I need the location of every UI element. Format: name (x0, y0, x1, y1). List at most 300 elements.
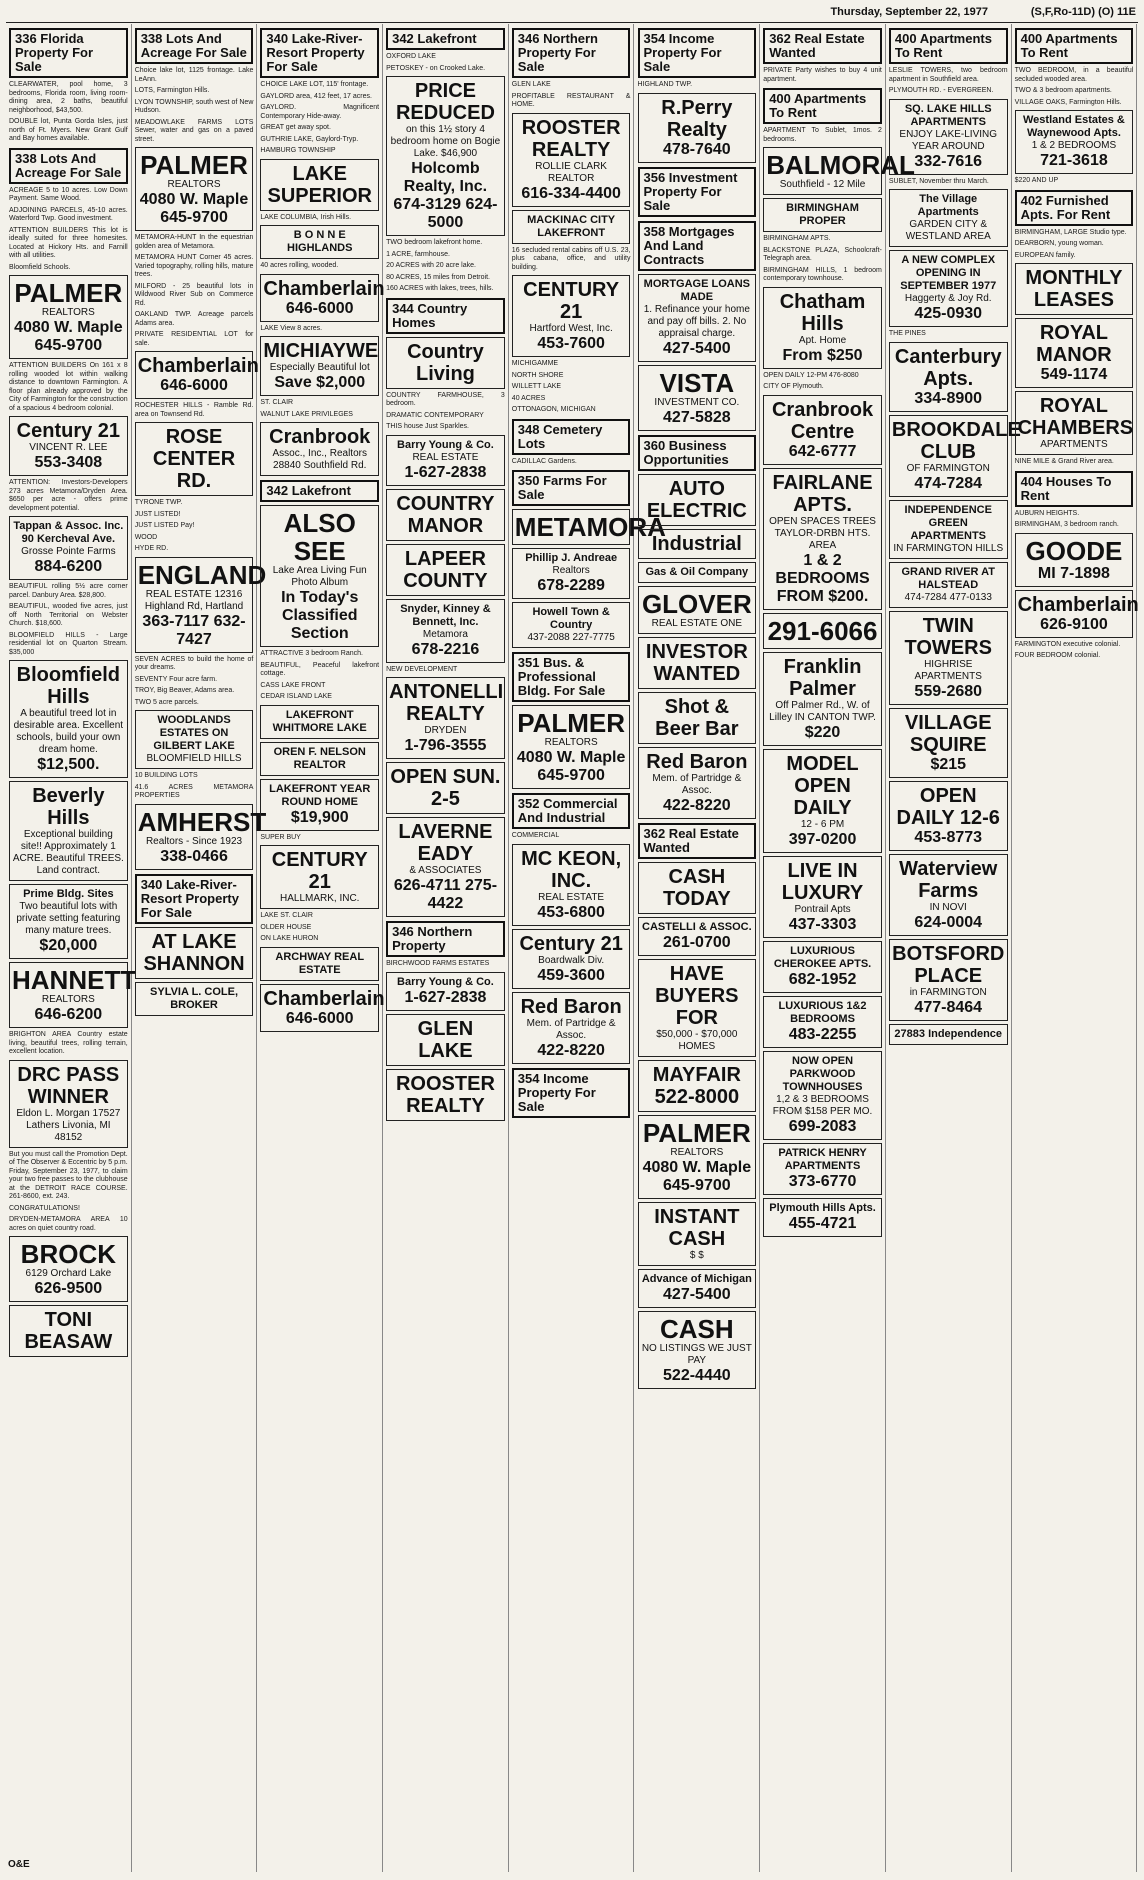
section-heading: 354 Income Property For Sale (638, 28, 757, 78)
display-ad (1015, 110, 1134, 174)
display-ad (512, 275, 631, 357)
display-ad (386, 1014, 505, 1066)
display-ad-title: Tappan & Assoc. Inc. 90 Kercheval Ave. (13, 520, 124, 545)
section-heading: 351 Bus. & Professional Bldg. For Sale (512, 652, 631, 702)
issue-date: Thursday, September 22, 1977 (830, 6, 988, 18)
display-ad (889, 939, 1008, 1021)
display-ad (763, 749, 882, 853)
display-ad-subtitle: Metamora (422, 628, 468, 640)
display-ad (386, 337, 505, 389)
section-heading: 340 Lake-River-Resort Property For Sale (135, 874, 254, 924)
classified-ad: GUTHRIE LAKE, Gaylord-Tryp. (260, 135, 359, 143)
display-ad-subtitle: & ASSOCIATES (409, 865, 482, 876)
classified-ad: WILLETT LAKE (511, 383, 562, 390)
display-ad-title: BALMORAL (766, 150, 915, 180)
classified-ad: ATTENTION BUILDERS This lot is ideally suited for three homesites. Located at Hickory Hts. and Farnill with all utilities. (9, 226, 128, 259)
display-ad-title: Chamberlain (263, 987, 385, 1010)
display-ad (386, 762, 505, 814)
classified-ad: LYON TOWNSHIP, south west of New Hudson. (134, 98, 254, 114)
classified-ad: 20 ACRES with 20 acre lake. (386, 262, 476, 269)
display-ad (512, 509, 666, 545)
display-ad (638, 862, 757, 914)
display-ad (889, 1024, 1008, 1045)
display-ad-title: MORTGAGE LOANS MADE (643, 277, 751, 303)
display-ad (763, 287, 882, 369)
display-ad-phone: 678-2216 (411, 640, 480, 658)
classified-ad: COUNTRY FARMHOUSE, 3 bedroom. (386, 391, 505, 407)
display-ad-phone: 4080 W. Maple 645-9700 (516, 749, 626, 784)
display-ad-phone: 427-5400 (663, 1285, 731, 1303)
classified-ad: OAKLAND TWP. Acreage parcels Adams area. (134, 311, 254, 327)
classified-ad: APARTMENT To Sublet, 1mos. 2 bedrooms. (763, 127, 882, 143)
classified-column (132, 24, 267, 1872)
display-ad (260, 984, 385, 1032)
classified-ad: FOUR BEDROOM colonial. (1014, 652, 1101, 659)
display-ad-subtitle: REAL ESTATE ONE (651, 617, 743, 629)
classified-ad: ACREAGE 5 to 10 acres. Low Down Payment. Same Wood. (9, 186, 128, 202)
section-heading: 362 Real Estate Wanted (763, 28, 882, 64)
classified-ad: PLYMOUTH RD. - EVERGREEN. (888, 87, 994, 94)
display-ad-title: VISTA (659, 367, 735, 398)
classified-ad: CITY OF Plymouth. (763, 383, 824, 390)
section-heading: 354 Income Property For Sale (512, 1068, 631, 1118)
display-ad (9, 1236, 128, 1302)
display-ad-subtitle: Exceptional building site!! Approximately 1 ACRE. Beautiful TREES. Land contract. (12, 829, 124, 876)
display-ad-phone: 553-3408 (34, 454, 103, 471)
classified-ad: PRIVATE RESIDENTIAL LOT for sale. (134, 331, 254, 347)
display-ad-title: FAIRLANE APTS. (772, 471, 873, 516)
display-ad (638, 747, 757, 819)
display-ad-title: ROOSTER REALTY (395, 1072, 495, 1117)
display-ad-title: LUXURIOUS CHEROKEE APTS. (773, 944, 872, 970)
display-ad-title: Country Living (407, 340, 484, 385)
display-ad-subtitle: Hartford West, Inc. (529, 323, 613, 334)
display-ad-phone: 334-8900 (914, 389, 983, 407)
display-ad (763, 147, 915, 195)
display-ad-subtitle: REAL ESTATE (412, 451, 479, 463)
classified-ad: TROY, Big Beaver, Adams area. (134, 687, 235, 694)
display-ad (9, 275, 128, 359)
display-ad-subtitle: Southfield - 12 Mile (779, 179, 866, 190)
display-ad (135, 351, 259, 399)
display-ad-phone: 616-334-4400 (521, 184, 621, 202)
display-ad-subtitle: on this 1½ story 4 bedroom home on Bogie Lake. $46,900 (390, 124, 501, 159)
classified-ad: 1 ACRE, farmhouse. (386, 250, 450, 258)
display-ad (763, 1051, 882, 1140)
display-ad-phone: 678-2289 (537, 577, 605, 594)
classified-ad: ATTRACTIVE 3 bedroom Ranch. (260, 650, 363, 657)
classified-ad: SEVEN ACRES to build the home of your dreams. (134, 655, 254, 671)
display-ad-phone: 459-3600 (537, 966, 605, 984)
display-ad (386, 544, 505, 596)
display-ad-title: Cranbrook Centre (771, 398, 874, 443)
display-ad-title: Barry Young & Co. (397, 975, 494, 988)
display-ad-subtitle: 437-2088 227-7775 (527, 632, 615, 643)
display-ad (638, 474, 757, 526)
classified-column (635, 24, 761, 1872)
display-ad (763, 395, 882, 465)
classified-ad: SUPER BUY (260, 833, 301, 841)
classified-ad: NEW DEVELOPMENT (386, 665, 458, 673)
display-ad (386, 817, 505, 917)
display-ad-title: 291-6066 (767, 615, 878, 646)
display-ad-title: LAPEER COUNTY (403, 547, 488, 592)
display-ad (386, 435, 505, 486)
classified-ad: SEVENTY Four acre farm. (134, 675, 218, 683)
display-ad-phone: 261-0700 (663, 933, 731, 951)
display-ad (260, 779, 379, 831)
display-ad (763, 613, 882, 649)
display-ad-phone: 549-1174 (1040, 366, 1108, 383)
display-ad-title: GRAND RIVER AT HALSTEAD (901, 565, 995, 591)
display-ad-subtitle: Two beautiful lots with private setting featuring many mature trees. (16, 901, 121, 936)
classified-ad: WALNUT LAKE PRIVILEGES (260, 410, 353, 418)
display-ad (386, 972, 505, 1011)
display-ad (9, 1305, 128, 1357)
classified-column (383, 24, 509, 1872)
display-ad-subtitle: Realtors - Since 1923 (145, 835, 243, 847)
classified-columns (6, 24, 1138, 1872)
display-ad-phone: MI 7-1898 (1037, 564, 1110, 582)
classified-ad: 80 ACRES, 15 miles from Detroit. (386, 273, 490, 281)
display-ad (135, 557, 267, 653)
classified-ad: NINE MILE & Grand River area. (1014, 458, 1114, 465)
display-ad-title: The Village Apartments (917, 193, 979, 218)
display-ad-title: CASH (660, 1313, 734, 1344)
classified-ad: 10 BUILDING LOTS (134, 772, 198, 779)
classified-ad: LOTS, Farmington Hills. (134, 87, 210, 94)
display-ad (260, 947, 379, 981)
display-ad (135, 927, 254, 979)
display-ad (260, 742, 379, 776)
display-ad-phone: 437-3303 (788, 915, 857, 933)
display-ad-subtitle: HALLMARK, INC. (280, 893, 360, 904)
display-ad-title: GLOVER (641, 588, 752, 619)
display-ad-title: CENTURY 21 (523, 279, 620, 323)
classified-ad: TWO & 3 bedroom apartments. (1014, 87, 1112, 94)
display-ad-title: MONTHLY LEASES (1025, 267, 1123, 311)
display-ad-title: BROOKDALE CLUB (891, 418, 1021, 463)
classified-ad: LAKE View 8 acres. (260, 324, 323, 332)
display-ad-title: Waterview Farms (899, 857, 998, 902)
display-ad-title: INSTANT CASH (654, 1205, 740, 1250)
classified-ad: 41.6 ACRES METAMORA PROPERTIES (134, 783, 254, 799)
display-ad (260, 225, 379, 259)
classified-ad: DRAMATIC CONTEMPORARY (386, 411, 484, 419)
display-ad-subtitle: REAL ESTATE 12316 Highland Rd, Hartland (144, 588, 244, 612)
display-ad-subtitle: Assoc., Inc., Realtors 28840 Southfield Rd. (272, 448, 367, 471)
classified-ad: FARMINGTON executive colonial. (1014, 640, 1121, 648)
display-ad-title: PALMER (14, 278, 123, 308)
display-ad-phone: 1-627-2838 (404, 988, 487, 1006)
display-ad-title: Shot & Beer Bar (655, 695, 739, 740)
classified-ad: CASS LAKE FRONT (260, 681, 326, 689)
display-ad-title: CASTELLI & ASSOC. (642, 920, 752, 933)
display-ad (889, 562, 1008, 608)
display-ad-title: Red Baron (520, 995, 622, 1018)
display-ad-title: LIVE IN LUXURY (781, 859, 864, 904)
display-ad-title: CASH TODAY (662, 865, 731, 910)
classified-ad: BIRMINGHAM, 3 bedroom ranch. (1014, 521, 1119, 528)
classified-ad: SUBLET, November thru March. (888, 177, 989, 185)
classified-ad: 40 acres rolling, wooded. (260, 262, 339, 269)
display-ad-phone: 699-2083 (788, 1117, 857, 1135)
display-ad-title: OPEN DAILY 12-6 (896, 784, 1000, 829)
display-ad-subtitle: REALTORS (41, 994, 95, 1005)
classified-ad: HAMBURG TOWNSHIP (260, 147, 336, 154)
display-ad-subtitle: Boardwalk Div. (538, 954, 605, 966)
display-ad-subtitle: BLOOMFIELD HILLS (146, 753, 242, 764)
display-ad (638, 692, 757, 744)
display-ad-phone: 682-1952 (788, 970, 857, 988)
display-ad-phone: 626-9100 (1040, 615, 1108, 633)
classified-ad: LESLIE TOWERS, two bedroom apartment in Southfield area. (888, 67, 1008, 83)
display-ad-phone: 559-2680 (914, 682, 983, 700)
display-ad-subtitle: OF FARMINGTON (906, 462, 990, 474)
display-ad (512, 602, 631, 648)
display-ad-subtitle: in FARMINGTON (909, 986, 987, 998)
display-ad-subtitle: NO LISTINGS WE JUST PAY (641, 1342, 752, 1366)
display-ad (1015, 533, 1134, 587)
classified-ad: JUST LISTED! (134, 510, 181, 518)
display-ad-phone: 363-7117 632-7427 (142, 612, 246, 648)
display-ad-title: SYLVIA L. COLE, BROKER (150, 985, 239, 1011)
display-ad (9, 660, 128, 778)
display-ad-phone: 624-0004 (914, 913, 983, 931)
display-ad-phone: 453-8773 (914, 828, 983, 846)
classified-ad: MILFORD - 25 beautiful lots in Wildwood River Sub on Commerce Rd. (134, 282, 254, 307)
display-ad-title: AUTO ELECTRIC (646, 477, 747, 522)
display-ad-phone: 453-7600 (537, 335, 605, 352)
display-ad-title: A NEW COMPLEX OPENING IN SEPTEMBER 1977 (900, 254, 997, 292)
section-heading: 346 Northern Property (386, 921, 505, 957)
display-ad-subtitle: 12 - 6 PM (800, 818, 845, 830)
display-ad (135, 422, 254, 496)
display-ad (638, 1311, 757, 1389)
classified-ad: Bloomfield Schools. (9, 263, 71, 271)
display-ad-title: R.Perry Realty (661, 96, 733, 141)
display-ad-subtitle: IN NOVI (929, 901, 967, 913)
display-ad (135, 804, 267, 870)
classified-ad: CLEARWATER, pool home, 3 bedrooms, Florida room, living room-dining area, 2 baths, beautiful neighborhood, $43,500. (9, 81, 128, 114)
display-ad (9, 781, 128, 881)
display-ad-subtitle: ROLLIE CLARK REALTOR (535, 160, 607, 184)
section-heading: 342 Lakefront (260, 480, 379, 502)
classified-ad: DEARBORN, young woman. (1014, 240, 1104, 247)
display-ad (1015, 318, 1134, 388)
display-ad-title: 27883 Independence (894, 1027, 1003, 1040)
display-ad (386, 599, 505, 663)
display-ad-phone: 478-7640 (663, 140, 731, 158)
display-ad-phone: $215 (930, 755, 967, 773)
display-ad-title: Barry Young & Co. (397, 438, 494, 451)
display-ad-title: Canterbury Apts. (894, 345, 1002, 390)
display-ad-subtitle: Lake Area Living Fun Photo Album (272, 565, 367, 588)
section-heading: 336 Florida Property For Sale (9, 28, 128, 78)
display-ad-phone: 646-6200 (34, 1006, 103, 1023)
section-heading: 358 Mortgages And Land Contracts (638, 221, 757, 271)
edition-code: (S,F,Ro-11D) (O) 11E (1030, 6, 1136, 18)
display-ad (889, 342, 1008, 412)
display-ad-phone: 1-796-3555 (404, 737, 487, 754)
classified-ad: CONGRATULATIONS! (9, 1204, 80, 1212)
display-ad-title: COUNTRY MANOR (396, 492, 495, 537)
classified-ad: BIRMINGHAM HILLS, 1 bedroom contemporary townhouse. (763, 266, 882, 282)
display-ad-title: TONI BEASAW (24, 1309, 113, 1353)
display-ad-title: OPEN SUN. 2-5 (390, 766, 501, 810)
display-ad (763, 198, 882, 232)
display-ad (763, 652, 882, 746)
classified-ad: TWO BEDROOM, in a beautiful secluded wooded area. (1014, 67, 1134, 83)
display-ad-title: Industrial (651, 532, 742, 555)
display-ad-title: BROCK (20, 1239, 117, 1269)
section-heading: 356 Investment Property For Sale (638, 167, 757, 217)
display-ad-subtitle: IN FARMINGTON HILLS (893, 542, 1004, 554)
display-ad-title: Cranbrook (269, 426, 371, 448)
display-ad (9, 962, 137, 1028)
display-ad-subtitle: HIGHRISE APARTMENTS (914, 658, 982, 682)
display-ad-subtitle: Off Palmer Rd., W. of Lilley IN CANTON TWP. (769, 699, 876, 723)
section-heading: 350 Farms For Sale (512, 470, 631, 506)
display-ad-phone: 626-9500 (34, 1280, 103, 1297)
display-ad-title: MODEL OPEN DAILY (786, 752, 859, 819)
display-ad-title: Chatham Hills (779, 290, 866, 335)
display-ad (889, 708, 1008, 778)
display-ad-title: INVESTOR WANTED (645, 640, 748, 685)
display-ad (9, 416, 128, 476)
display-ad (386, 1069, 505, 1121)
folio: O&E (8, 1859, 30, 1870)
display-ad-subtitle: Apt. Home (798, 334, 847, 346)
classified-ad: JUST LISTED Pay! (134, 522, 195, 529)
display-ad (638, 1202, 757, 1266)
display-ad-subtitle: REAL ESTATE (538, 891, 605, 903)
display-ad (135, 147, 254, 231)
classified-ad: WOOD (134, 533, 158, 541)
display-ad-title: VILLAGE SQUIRE (904, 711, 992, 756)
display-ad-subtitle: VINCENT R. LEE (29, 442, 108, 453)
display-ad-subtitle: Pontrail Apts (794, 903, 851, 915)
display-ad-subtitle: 1 & 2 BEDROOMS (1031, 140, 1117, 151)
display-ad (386, 489, 505, 541)
display-ad-phone: 453-6800 (537, 903, 605, 921)
display-ad-title: Beverly Hills (32, 785, 105, 829)
display-ad-subtitle: APARTMENTS (1040, 439, 1108, 450)
display-ad (763, 856, 882, 938)
display-ad-title: Phillip J. Andreae (525, 552, 618, 564)
display-ad-title: ROOSTER REALTY (521, 116, 621, 161)
display-ad-title: Chamberlain (1017, 593, 1139, 616)
display-ad-title: GLEN LAKE (417, 1017, 474, 1062)
display-ad-title: CENTURY 21 (271, 849, 368, 893)
display-ad-title: Snyder, Kinney & Bennett, Inc. (400, 602, 491, 628)
display-ad (260, 159, 379, 211)
display-ad-title: Plymouth Hills Apts. (769, 1201, 876, 1214)
display-ad-phone: 646-6000 (160, 377, 228, 394)
classified-ad: OPEN DAILY 12-PM 476-8080 (763, 371, 859, 379)
display-ad-subtitle: REALTORS (41, 307, 95, 318)
display-ad-title: ALSO SEE (283, 508, 356, 566)
display-ad-title: Red Baron (646, 750, 748, 773)
display-ad-title: Howell Town & Country (532, 606, 610, 631)
display-ad-title: NOW OPEN PARKWOOD TOWNHOUSES (782, 1054, 863, 1093)
display-ad-title: Advance of Michigan (641, 1272, 752, 1285)
display-ad-title: TWIN TOWERS (904, 614, 992, 659)
display-ad (889, 781, 1008, 851)
display-ad (386, 677, 505, 759)
section-heading: 342 Lakefront (386, 28, 505, 50)
display-ad (512, 929, 631, 989)
display-ad-title: MAYFAIR 522-8000 (652, 1063, 741, 1108)
display-ad-phone: 474-7284 (914, 474, 983, 492)
display-ad (260, 274, 385, 322)
classified-ad: But you must call the Promotion Dept. of The Observer & Eccentric by 5 p.m. Friday, September 23, 1977, to claim your two free passes to the clubhouse at the DETROIT RACE COURSE. 261-8600, ext. 243. (9, 1150, 128, 1200)
classified-ad: OLDER HOUSE (260, 923, 312, 931)
display-ad-phone: 422-8220 (537, 1041, 605, 1059)
display-ad (260, 336, 379, 396)
classified-ad: BEAUTIFUL rolling 5½ acre corner parcel. Danbury Area. $28,800. (9, 583, 128, 599)
classified-ad: VILLAGE OAKS, Farmington Hills. (1014, 98, 1122, 106)
classified-column (886, 24, 1021, 1872)
display-ad-subtitle: OPEN SPACES TREES TAYLOR-DRBN HTS. AREA (769, 515, 876, 551)
display-ad-title: PALMER (642, 1117, 751, 1148)
display-ad-title: Prime Bldg. Sites (23, 888, 114, 900)
display-ad-subtitle: Eldon L. Morgan 17527 Lathers Livonia, MI 48152 (16, 1107, 121, 1143)
classified-ad: BIRCHWOOD FARMS ESTATES (386, 960, 490, 967)
display-ad-title: MICHIAYWE (263, 340, 379, 362)
classified-ad: CEDAR ISLAND LAKE (260, 693, 332, 700)
display-ad (260, 705, 379, 739)
display-ad-subtitle: $50,000 - $70,000 HOMES (656, 1028, 738, 1052)
classified-ad: GREAT get away spot. (260, 124, 331, 131)
display-ad-phone: 4080 W. Maple 645-9700 (642, 1158, 752, 1194)
display-ad (1015, 391, 1134, 455)
classified-ad: THE PINES (888, 330, 926, 337)
display-ad-phone: 332-7616 (914, 152, 983, 170)
classified-ad: HYDE RD. (134, 545, 169, 552)
classified-ad: TWO bedroom lakefront home. (386, 239, 483, 246)
classified-ad: GAYLORD. Magnificent Contemporary Hide-away. (260, 104, 380, 120)
display-ad (638, 586, 757, 634)
display-ad-subtitle: Mem. of Partridge & Assoc. (652, 772, 742, 796)
classified-ad: COMMERCIAL (511, 832, 560, 839)
classified-ad: METAMORA-HUNT In the equestrian golden area of Metamora. (134, 234, 254, 250)
classified-page (6, 4, 1138, 1872)
display-ad-subtitle: 1,2 & 3 BEDROOMS FROM $158 PER MO. (772, 1093, 873, 1117)
display-ad-phone: 483-2255 (788, 1025, 857, 1043)
display-ad-title: PALMER (517, 708, 626, 738)
classified-ad: PRIVATE Party wishes to buy 4 unit apartment. (763, 67, 882, 83)
display-ad (763, 468, 882, 610)
display-ad (512, 548, 631, 599)
display-ad-subtitle: REALTORS (544, 737, 598, 748)
display-ad-title: Century 21 (519, 932, 623, 955)
display-ad (638, 562, 757, 583)
display-ad-title: WOODLANDS ESTATES ON GILBERT LAKE (153, 714, 235, 752)
display-ad-subtitle: Realtors (552, 565, 590, 576)
classified-ad: 16 secluded rental cabins off U.S. 23, plus cabana, office, and utility building. (511, 246, 631, 271)
classified-ad: BRIGHTON AREA Country estate living, beautiful trees, rolling terrain, excellent location. (9, 1031, 128, 1055)
display-ad-phone: In Today's Classified Section (281, 589, 359, 642)
display-ad (889, 415, 1021, 497)
display-ad-subtitle: Especially Beautiful lot (269, 362, 370, 373)
classified-column (6, 24, 137, 1872)
classified-ad: EUROPEAN family. (1014, 251, 1076, 259)
display-ad-title: GOODE (1025, 535, 1123, 566)
display-ad-subtitle: REALTORS (167, 179, 221, 190)
display-ad (260, 845, 379, 909)
display-ad-title: HANNETT (12, 965, 137, 995)
